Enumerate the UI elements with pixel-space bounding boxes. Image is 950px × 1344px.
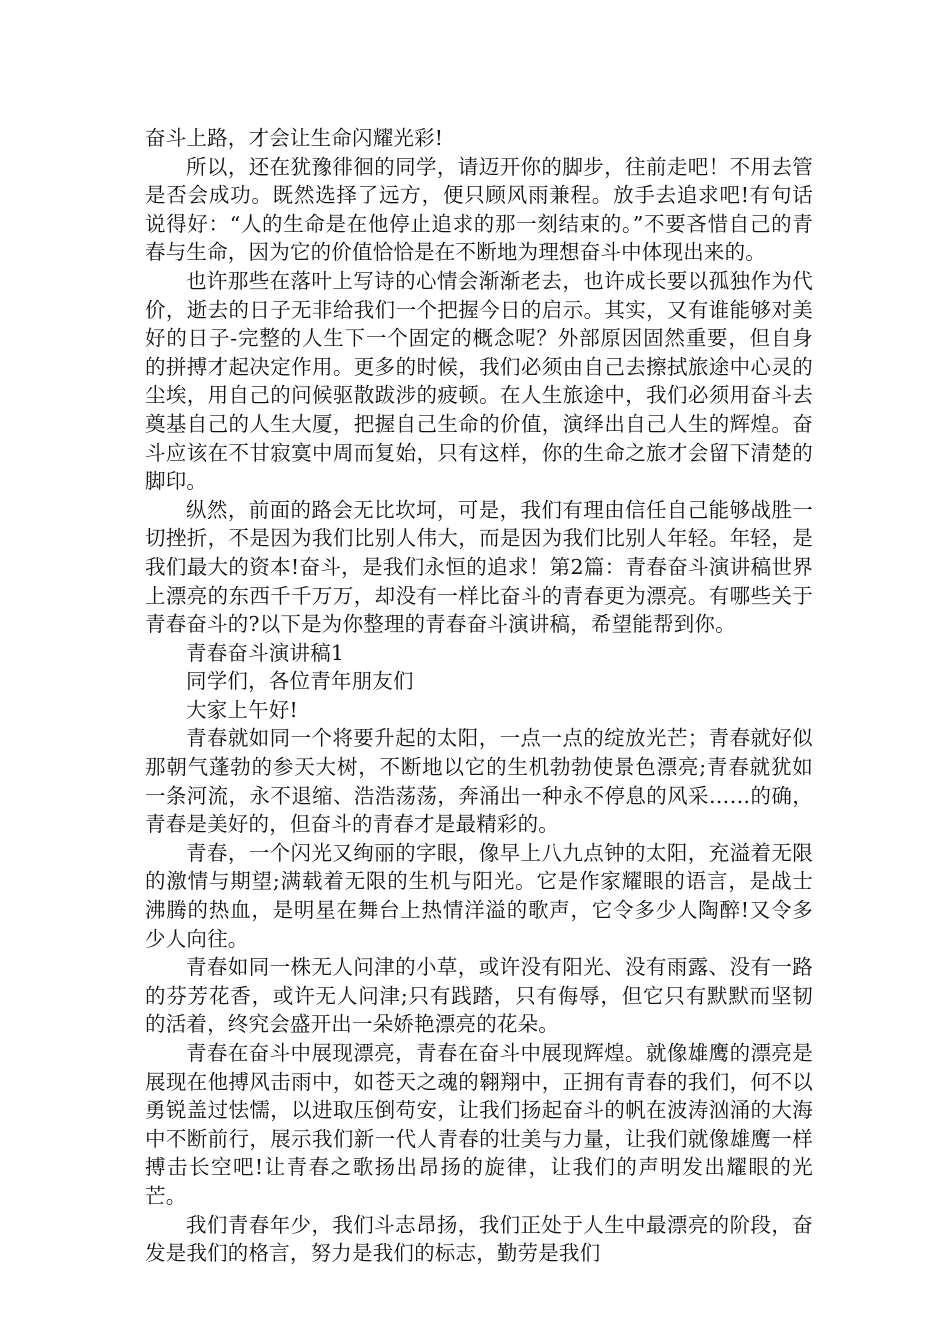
paragraph-4: 纵然，前面的路会无比坎坷，可是，我们有理由信任自己能够战胜一切挫折，不是因为我们比别人伟大，而是因为我们比别人年轻。年轻，是我们最大的资本!奋斗，是我们永恒的追求！第2篇：青春奋斗演讲稿世界上漂亮的东西千千万万，却没有一样比奋斗的青春更为漂亮。有哪些关于青春奋斗的?以下是为你整理的青春奋斗演讲稿，希望能帮到你。 [145, 497, 813, 637]
speech-title: 青春奋斗演讲稿1 [186, 640, 345, 665]
greeting: 大家上午好! [186, 697, 298, 722]
paragraph-9: 青春，一个闪光又绚丽的字眼，像早上八九点钟的太阳，充溢着无限的激情与期望;满载着无限的生机与阳光。它是作家耀眼的语言，是战士沸腾的热血，是明星在舞台上热情洋溢的歌声，它令多少人陶醉!又令多少人向往。 [145, 840, 813, 951]
paragraph-12: 我们青春年少，我们斗志昂扬，我们正处于人生中最漂亮的阶段，奋发是我们的格言，努力是我们的标志，勤劳是我们 [145, 1212, 813, 1266]
paragraph-8: 青春就如同一个将要升起的太阳，一点一点的绽放光芒；青春就好似那朝气蓬勃的参天大树，不断地以它的生机勃勃使景色漂亮;青春就犹如一条河流，永不退缩、浩浩荡荡，奔涌出一种永不停息的风采……的确，青春是美好的，但奋斗的青春才是最精彩的。 [145, 726, 813, 837]
salutation: 同学们，各位青年朋友们 [186, 669, 414, 694]
paragraph-10: 青春如同一株无人问津的小草，或许没有阳光、没有雨露、没有一路的芬芳花香，或许无人问津;只有践踏，只有侮辱，但它只有默默而坚韧的活着，终究会盛开出一朵娇艳漂亮的花朵。 [145, 955, 813, 1037]
paragraph-2: 所以，还在犹豫徘徊的同学，请迈开你的脚步，往前走吧！不用去管是否会成功。既然选择了远方，便只顾风雨兼程。放手去追求吧!有句话说得好：“人的生命是在他停止追求的那一刻结束的。”不要吝惜自己的青春与生命，因为它的价值恰恰是在不断地为理想奋斗中体现出来的。 [145, 154, 813, 265]
paragraph-1: 奋斗上路，才会让生命闪耀光彩! [145, 126, 444, 150]
paragraph-3: 也许那些在落叶上写诗的心情会渐渐老去，也许成长要以孤独作为代价，逝去的日子无非给我们一个把握今日的启示。其实，又有谁能够对美好的日子-完整的人生下一个固定的概念呢？外部原因固然重要，但自身的拼搏才起决定作用。更多的时候，我们必须由自己去擦拭旅途中心灵的尘埃，用自己的问候驱散跋涉的疲顿。在人生旅途中，我们必须用奋斗去奠基自己的人生大厦，把握自己生命的价值，演绎出自己人生的辉煌。奋斗应该在不甘寂寞中周而复始，只有这样，你的生命之旅才会留下清楚的脚印。 [145, 268, 813, 494]
paragraph-11: 青春在奋斗中展现漂亮，青春在奋斗中展现辉煌。就像雄鹰的漂亮是展现在他搏风击雨中，如苍天之魂的翱翔中，正拥有青春的我们，何不以勇锐盖过怯懦，以进取压倒苟安，让我们扬起奋斗的帆在波涛汹涌的大海中不断前行，展示我们新一代人青春的壮美与力量，让我们就像雄鹰一样搏击长空吧!让青春之歌扬出昂扬的旋律，让我们的声明发出耀眼的光芒。 [145, 1041, 813, 1208]
document-body [145, 124, 813, 1268]
